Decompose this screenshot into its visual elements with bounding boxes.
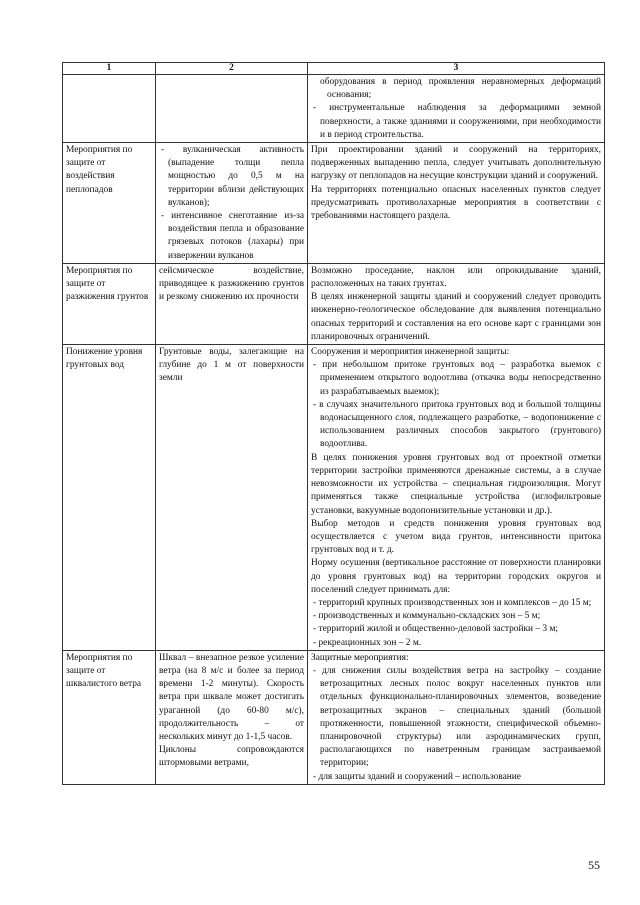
list-item: оборудования в период проявления неравномерных деформаций основания; xyxy=(320,77,601,101)
paragraph: Циклоны сопровождаются штормовыми ветрами, xyxy=(159,745,304,769)
paragraph: Сооружения и мероприятия инженерной защиты: xyxy=(311,347,510,358)
list-item: - интенсивное снеготаяние из-за воздействия пепла и образование грязевых потоков (лахары) при извержении вулканов xyxy=(161,211,304,261)
list-item: - при небольшом притоке грунтовых вод – разработка выемок с применением открытого водоотлива (откачка воды непосредственно из разрабатываемых выемок); xyxy=(313,360,601,397)
table-header-row xyxy=(63,63,605,75)
paragraph: На территориях потенциально опасных населенных пунктов следует предусматривать противолахарные мероприятия в соответствии с требованиями настоящего раздела. xyxy=(311,184,601,222)
list-item: - территорий крупных производственных зон и комплексов – до 15 м; xyxy=(313,597,592,608)
list-item: - для защиты зданий и сооружений – использование xyxy=(313,771,521,782)
hazard-cell xyxy=(156,263,308,344)
table-row xyxy=(63,75,605,143)
list-item: - территорий жилой и общественно-деловой застройки – 3 м; xyxy=(313,624,558,635)
measure-cell xyxy=(63,143,156,264)
cell-text: Мероприятия по защите от шквалистого ветра xyxy=(66,652,142,690)
measure-cell xyxy=(63,263,156,344)
hazard-cell xyxy=(156,143,308,264)
requirements-cell xyxy=(308,75,605,143)
hazard-cell xyxy=(156,650,308,784)
paragraph: При проектировании зданий и сооружений на территориях, подверженных выпадению пепла, следует учитывать дополнительную нагрузку от пеплопадов на несущие конструкции зданий и сооружений. xyxy=(311,145,601,182)
requirements-cell xyxy=(308,263,605,344)
list-item: - в случаях значительного притока грунтовых вод и большой толщины водонасыщенного слоя, подлежащего разработке, – водопонижение с использованием различных способов закрытого (грунтового) водоотлива. xyxy=(313,399,601,450)
list-item: - инструментальные наблюдения за деформациями земной поверхности, а также зданиями и сооружениями, при необходимости и в период строительства. xyxy=(313,103,601,140)
paragraph: В целях понижения уровня грунтовых вод от проектной отметки территории застройки применяются дренажные системы, а в случае невозможности их устройства – специальная гидроизоляция. Могут применяться также специальные устройства (иглофильтровые установки, вакуумные водопонизительные установки и др.). xyxy=(311,452,601,516)
list-item: - производственных и коммунально-складских зон – 5 м; xyxy=(313,611,541,622)
measure-cell xyxy=(63,650,156,784)
list-item: - для снижения силы воздействия ветра на застройку – создание ветрозащитных лесных полос вокруг населенных пунктов или отдельных функционально-планировочных элементов, возведение ветрозащитных экранов – специальных зданий (большой протяженности, повышенной этажности, специфической объемно-планировочной структуры) или аэродинамических групп, располагающихся по наветренным границам застраиваемой территории; xyxy=(313,665,601,769)
paragraph: В целях инженерной защиты зданий и сооружений следует проводить инженерно-геологическое обследование для выявления потенциально опасных территорий и составления на его основе карт с границами зон планировочных ограничений. xyxy=(311,292,601,342)
measure-cell xyxy=(63,345,156,651)
paragraph: сейсмическое воздействие, приводящее к разжижению грунтов и резкому снижению их прочности xyxy=(159,265,304,303)
paragraph: Норму осушения (вертикальное расстояние от поверхности планировки до уровня грунтовых вод) на территории городских округов и поселений следует принимать для: xyxy=(311,558,601,595)
paragraph: Возможно проседание, наклон или опрокидывание зданий, расположенных на таких грунтах. xyxy=(311,265,601,290)
paragraph: Защитные мероприятия: xyxy=(311,652,409,663)
document-table xyxy=(62,62,605,785)
hazard-cell xyxy=(156,75,308,143)
table-row xyxy=(63,345,605,651)
cell-text: Мероприятия по защите от воздействия пеплопадов xyxy=(66,145,133,195)
list-item: - рекреационных зон – 2 м. xyxy=(313,637,422,648)
paragraph: Грунтовые воды, залегающие на глубине до 1 м от поверхности земли xyxy=(159,347,304,384)
requirements-cell xyxy=(308,650,605,784)
cell-text: Понижение уровня грунтовых вод xyxy=(66,347,143,371)
page-number: 55 xyxy=(588,858,600,872)
list-item: - вулканическая активность (выпадение толщи пепла мощностью до 0,5 м на территории вблизи действующих вулканов); xyxy=(161,145,304,208)
table-row xyxy=(63,263,605,344)
table-row xyxy=(63,650,605,784)
cell-text: Мероприятия по защите от разжижения грунтов xyxy=(66,265,149,303)
paragraph: Выбор методов и средств понижения уровня грунтовых вод осуществляется с учетом вида грунтов, интенсивности притока грунтовых вод и т. д. xyxy=(311,518,601,556)
hazard-cell xyxy=(156,345,308,651)
requirements-cell xyxy=(308,143,605,264)
paragraph: Шквал – внезапное резкое усиление ветра (на 8 м/с и более за период времени 1-2 минуты). Скорость ветра при шквале может достигать ураганной (до 60-80 м/с), продолжительность – от нескольких минут до 1-1,5 часов. xyxy=(159,652,304,742)
header-cell: 1 xyxy=(63,63,156,75)
requirements-cell xyxy=(308,345,605,651)
measure-cell xyxy=(63,75,156,143)
table-row xyxy=(63,143,605,264)
header-cell: 3 xyxy=(308,63,605,75)
header-cell: 2 xyxy=(156,63,308,75)
